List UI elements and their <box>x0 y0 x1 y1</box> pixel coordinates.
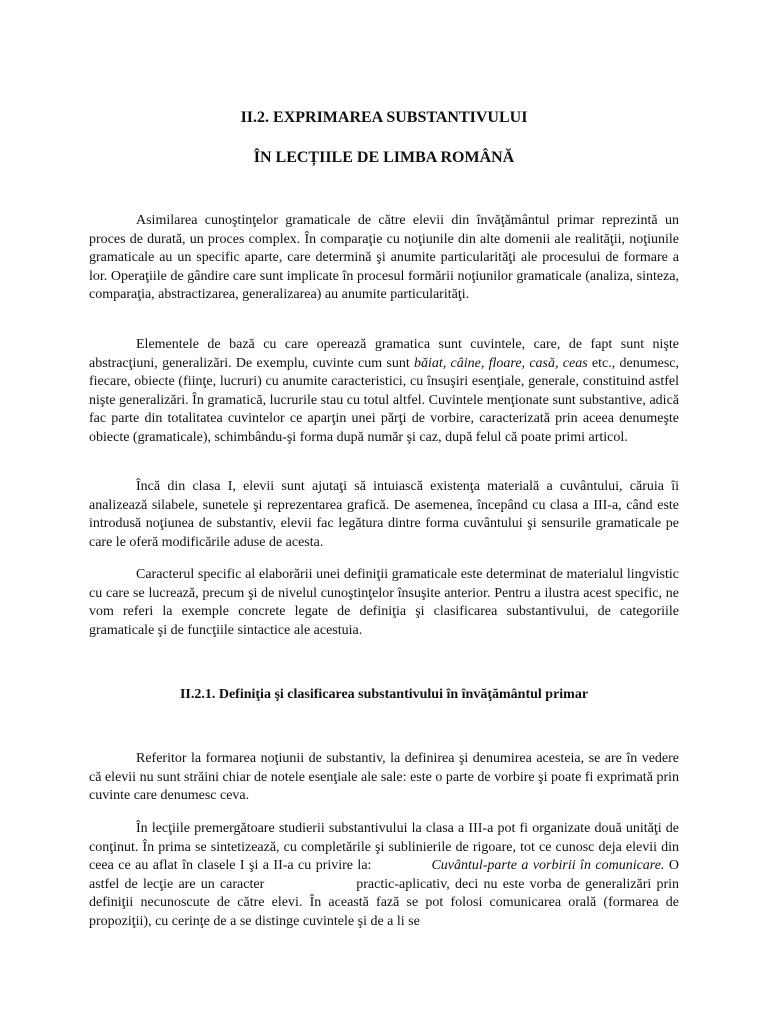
paragraph-5: Referitor la formarea noţiunii de substantiv, la definirea şi denumirea acesteia, se are în vedere că elevii nu sunt străini chiar de notele esenţiale ale sale: este o parte de vorbire şi poate fi exprimată prin cuvinte care denumesc ceva. <box>89 751 679 803</box>
paragraph-2-examples: băiat, câine, floare, casă, ceas <box>413 355 588 371</box>
paragraph-4: Caracterul specific al elaborării unei definiţii gramaticale este determinat de materialul lingvistic cu care se lucrează, precum şi de nivelul cunoştinţelor însuşite anterior. Pentru a ilustra acest specific, ne vom referi la exemple concrete legate de definiţia şi clasificarea substantivului, de categoriile gramaticale şi de funcţiile sintactice ale acestuia. <box>89 567 679 638</box>
paragraph-6 <box>89 820 679 931</box>
chapter-title-line-1: II.2. EXPRIMAREA SUBSTANTIVULUI <box>240 109 528 126</box>
paragraph-6-text-c: practic-aplicativ, deci nu este vorba de generalizări prin definiţii necunoscute de către elevi. În această fază se pot folosi comunicarea orală (formarea de propoziţii), cu cerinţe de a se distinge cuvintele şi de a li se <box>89 876 680 929</box>
paragraph-1: Asimilarea cunoştinţelor gramaticale de către elevii din învăţământul primar reprezintă un proces de durată, un proces complex. În comparaţie cu noţiunile din alte domenii ale realităţii, noţiunile gramaticale au un specific aparte, care determină şi anumite particularităţi ale procesului de formare a lor. Operaţiile de gândire care sunt implicate în procesul formării noţiunilor gramaticale (analiza, sinteza, comparaţia, abstractizarea, generalizarea) au anumite particularităţi. <box>89 213 679 302</box>
section-subheading: II.2.1. Definiţia şi clasificarea substantivului în învăţământul primar <box>179 687 589 702</box>
paragraph-3: Încă din clasa I, elevii sunt ajutaţi să intuiască existenţa materială a cuvântului, căruia îi analizează silabele, sunetele şi reprezentarea grafică. De asemenea, începând cu clasa a III-a, când este introdusă noţiunea de substantiv, elevii fac legătura dintre forma cuvântului şi sensurile gramaticale pe care le oferă modificările aduse de acesta. <box>89 479 679 550</box>
paragraph-6-italic-topic: Cuvântul-parte a vorbirii în comunicare. <box>431 858 665 873</box>
paragraph-2-text-b: etc., denumesc, fiecare, obiecte (fiinţe, lucruri) cu anumite caracteristici, cu însuşiri esenţiale, generale, constituind astfel nişte generalizări. În gramatică, lucrurile stau cu totul altfel. Cuvintele menţionate sunt substantive, adică fac parte din totalitatea cuvintelor ce aparţin unei părţi de vorbire, caracterizată prin aceea denumeşte obiecte (gramaticale), schimbându-şi forma după număr şi caz, după felul că poate primi articol. <box>89 355 680 445</box>
paragraph-2-text-a: Elementele de bază cu care operează gramatica sunt cuvintele, care, de fapt sunt nişte abstracţiuni, generalizări. De exemplu, cuvinte cum sunt <box>89 337 679 371</box>
paragraph-2 <box>89 336 679 447</box>
paragraph-6-text-b: O astfel de lecţie are un caracter <box>89 858 679 892</box>
paragraph-6-text-a: În lecţiile premergătoare studierii substantivului la clasa a III-a pot fi organizate două unităţi de conţinut. În prima se sintetizează, cu completările şi sublinierile de rigoare, tot ce cunosc deja elevii din ceea ce au aflat în clasele I şi a II-a cu privire la: <box>89 821 679 873</box>
chapter-title-line-2: ÎN LECȚIILE DE LIMBA ROMÂNĂ <box>253 149 515 166</box>
